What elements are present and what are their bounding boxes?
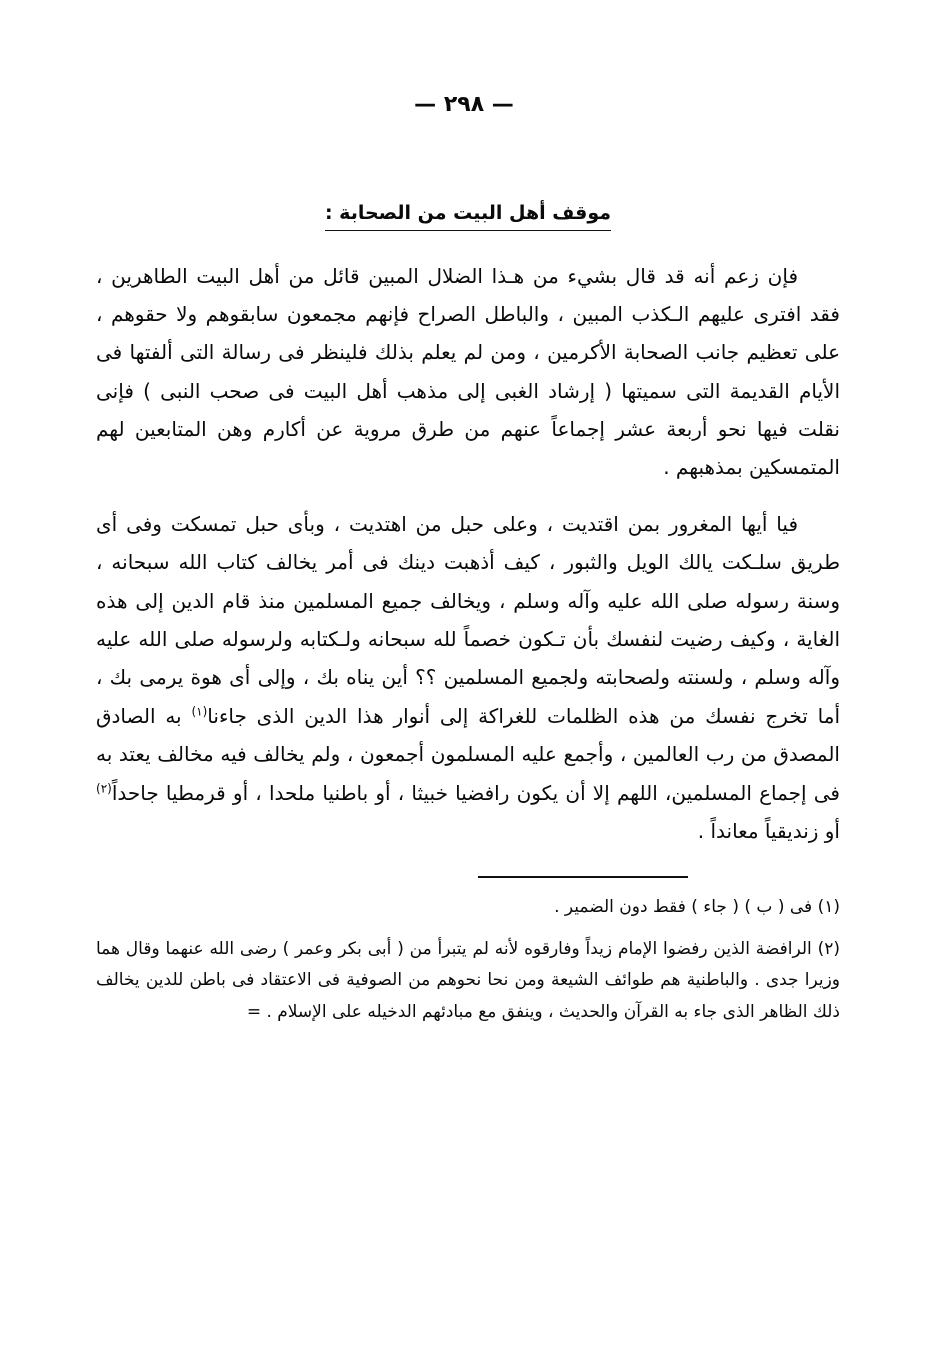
footnote-1-marker: (١) xyxy=(817,897,840,918)
body-paragraph-1: فإن زعم أنه قد قال بشيء من هـذا الضلال المبين قائل من أهل البيت الطاهرين ، فقد افترى عليهم الـكذب المبين ، والباطل الصراح فإنهم مجمعون سابقوهم ولا حقوهم ، على تعظيم جانب الصحابة الأكرمين ، ومن لم يعلم بذلك فلينظر فى رسالة التى ألفتها فى الأيام القديمة التى سميتها ( إرشاد الغبى إلى مذهب أهل البيت فى صحب النبى ) فإنى نقلت فيها نحو أربعة عشر إجماعاً عنهم من طرق مروية عن أكارم وهن المتابعين لهم المتمسكين بمذهبهم . xyxy=(96,263,840,480)
footnote-separator xyxy=(478,876,688,878)
page-number: — ٢٩٨ — xyxy=(414,92,514,117)
footnote-1 xyxy=(96,892,840,923)
section-heading-wrapper xyxy=(96,157,840,231)
footnote-2-text: الرافضة الذين رفضوا الإمام زيداً وفارقوه لأنه لم يتبرأ من ( أبى بكر وعمر ) رضى الله عنهما وقال هما وزيرا جدى . والباطنية هم طوائف الشيعة ومن نحا نحوهم من الصوفية فى الاعتقاد فى باطن للدين يخالف ذلك الظاهر الذى جاء به القرآن والحديث ، وينفق مع مبادئهم الدخيله على الإسلام . = xyxy=(96,938,840,1022)
footnote-1-text: فى ( ب ) ( جاء ) فقط دون الضمير . xyxy=(554,897,813,918)
footnote-2-marker: (٢) xyxy=(817,938,840,959)
footnotes-section xyxy=(96,892,840,1028)
footnote-2 xyxy=(96,934,840,1028)
page-content xyxy=(0,157,928,1028)
section-heading: موقف أهل البيت من الصحابة : xyxy=(325,199,611,231)
body-paragraph-2: فيا أيها المغرور بمن اقتديت ، وعلى حبل من اهتديت ، وبأى حبل تمسكت وفى أى طريق سلـكت يالك الويل والثبور ، كيف أذهبت دينك فى أمر يخالف كتاب الله سبحانه ، وسنة رسوله صلى الله عليه وآله وسلم ، ويخالف جميع المسلمين منذ قام الدين إلى هذه الغاية ، وكيف رضيت لنفسك بأن تـكون خصماً لله سبحانه ولـكتابه ولرسوله صلى الله عليه وآله وسلم ، ولسنته ولصحابته ولجميع المسلمين ؟؟ أين يناه بك ، وإلى أى هوة يرمى بك ، أما تخرج نفسك من هذه الظلمات للغراكة إلى أنوار هذا الدين الذى جاءنا$^{(١)}$ به الصادق المصدق من رب العالمين ، وأجمع عليه المسلمون أجمعون ، ولم يخالف فيه مخالف يعتد به فى إجماع المسلمين، اللهم إلا أن يكون رافضيا خبيثا ، أو باطنيا ملحدا ، أو قرمطيا جاحداً$^{(٢)}$ أو زنديقياً معانداً . xyxy=(96,511,840,843)
